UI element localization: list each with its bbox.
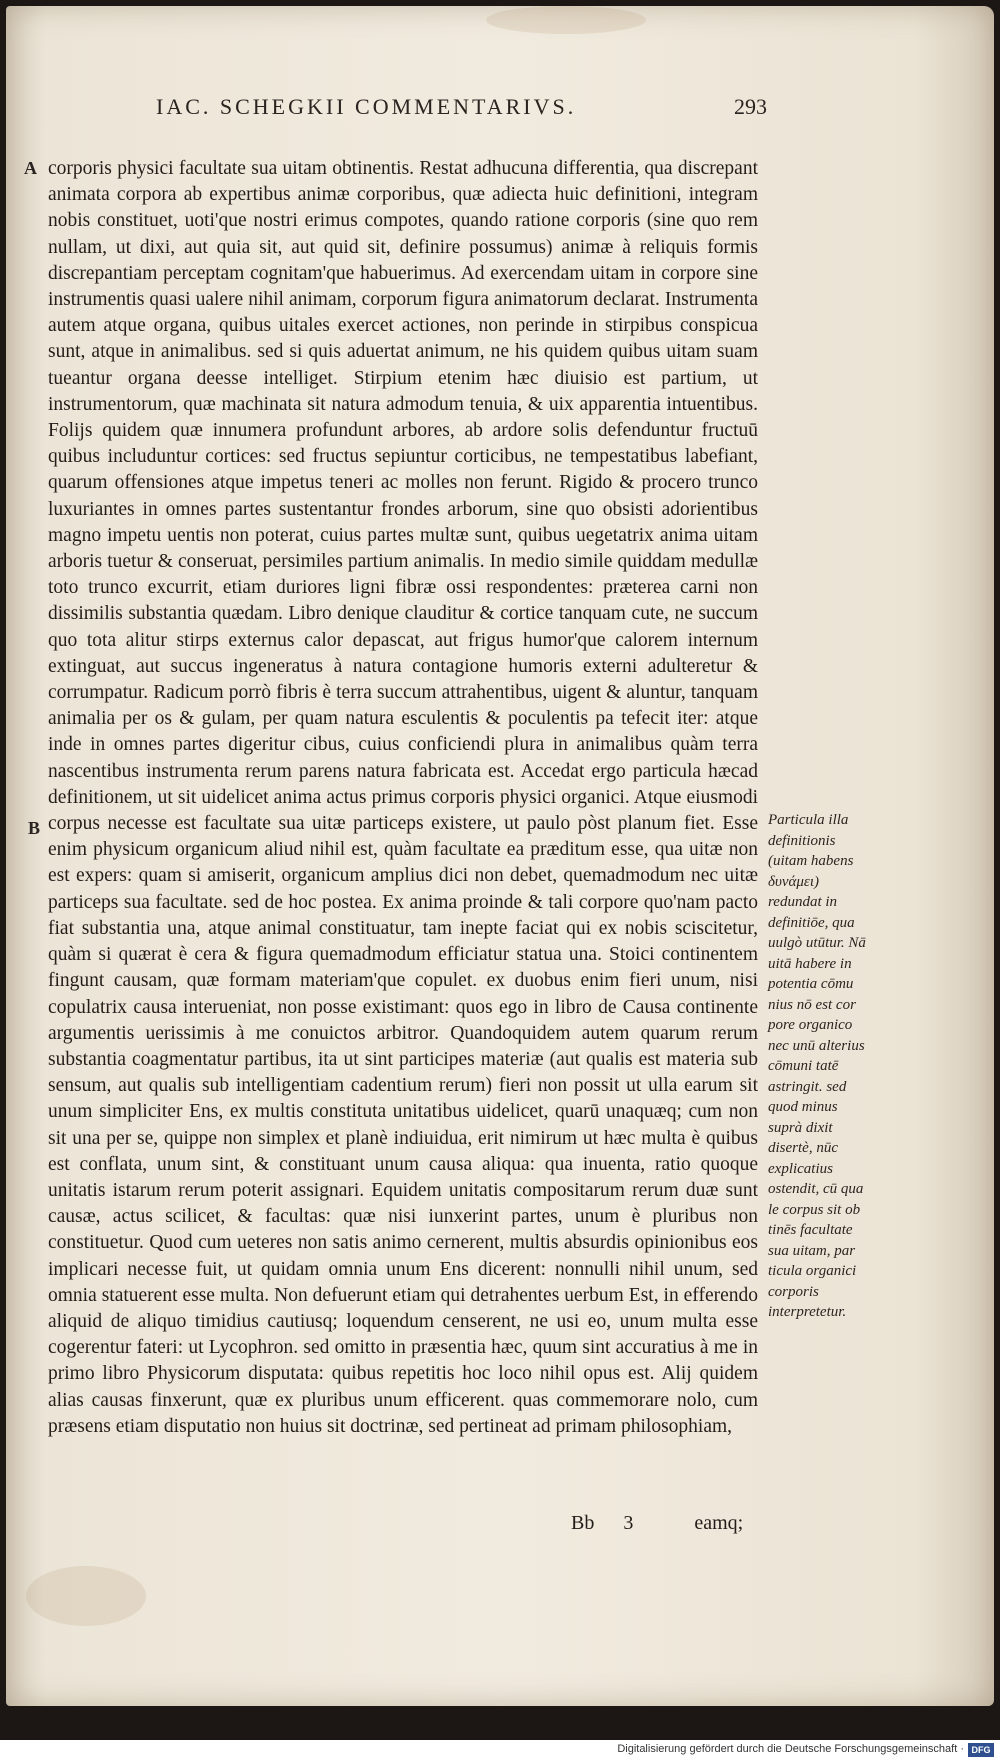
margin-marker-b: B — [28, 818, 41, 838]
signature-mark: Bb — [571, 1512, 595, 1534]
page-number: 293 — [734, 94, 767, 119]
page-footer-line — [571, 1512, 771, 1535]
book-page — [6, 6, 994, 1706]
funding-notice: Digitalisierung gefördert durch die Deutsche Forschungsgemeinschaft · — [617, 1743, 964, 1755]
paper-stain — [26, 1566, 146, 1626]
body-paragraph: corporis physici facultate sua uitam obtinentis. Restat adhucuna differentia, qua discrepant animata corpora ab expertibus animæ corporibus, quæ adiecta huic definitioni, integram nobis constituet, uoti'que nostri erimus compotes, quando ratione corporis (sine quo rem nullam, ut dixi, aut quia sit, aut quid sit, definire possumus) animæ à reliquis formis discrepantiam perceptam cognitam'que habuerimus. Ad exercendam uitam in corpore sine instrumentis quasi ualere nihil animam, corporum figura animatorum declarat. Instrumenta autem atque organa, quibus uitales exercet actiones, non perinde in stirpibus conspicua sunt, atque in animalibus. sed si quis aduertat animum, ne his quidem quibus uitam suam tueantur organa deesse intelliget. Stirpium etenim hæc diuisio est partium, ut instrumentorum, quæ machinata sit natura admodum tenuia, & uix apparentia intuentibus. Folijs quidem quæ innumera profundunt arbores, ab ardore solis defenduntur fructuū quibus includuntur cortices: sed fructus sepiuntur corticibus, ne tempestatibus labefiant, quarum offensiones atque impetus teneri ac molles non ferunt. Rigido & procero trunco luxuriantes in omnes partes sustentantur frondes arborum, sine quo obsisti adorientibus magno impetu uentis non poterat, cuius partes multæ sunt, quibus uegetatrix anima uitam arboris tuetur & conseruat, persimiles partium animalis. In medio simile quiddam medullæ toto trunco excurrit, etiam duriores ligni fibræ ossi respondentes: præterea carni non dissimilis substantia quædam. Libro denique clauditur & cortice tanquam cute, ne succum quo tota alitur stirps externus calor depascat, aut frigus humor'que calorem internum extinguat, aut succus ingeneratus à natura contagione humoris externi adulteretur & corrumpatur. Radicum porrò fibris è terra succum attrahentibus, uigent & aluntur, tanquam animalia per os & gulam, per quam natura esculentis & poculentis pa tefecit iter: atque inde in omnes partes digeritur cibus, cuius conficiendi plura in animalibus quàm terra nascentibus instrumenta rerum parens natura fabricata est. Accedat ergo particula hæcad definitionem, ut sit uidelicet anima actus primus corporis physici organici. Atque eiusmodi corpus necesse est facultate sua uitæ particeps existere, ut paulo pòst planum fiet. Esse enim physicum organicum aliud nihil est, quàm facultate ea præditum esse, qua uitæ non est expers: quam si amiserit, organicum amplius dici non debet, quemadmodum nec uitæ particeps sua facultate. sed de hoc postea. Ex anima proinde & tali corpore quo'nam pacto fiat substantia una, atque animal constituatur, tam inepte faciat qui ex nobis sciscitetur, quàm si quærat è cera & figura quemadmodum efficiatur statua una. Stoici continentem fingunt causam, quæ formam materiam'que copulet. ex duobus enim fieri unum, nisi copulatrix causa interueniat, non posse existimant: quos ego in libro de Causa continente argumentis uerissimis à me conuictos arbitror. Quandoquidem autem quarum rerum substantia coagmentatur partibus, ita ut sint participes materiæ (aut qualis est materia sub sensum, aut qualis sub intelligentiam cadentium rerum) fieri non possit ut ulla earum sit unum simpliciter Ens, ex multis constituta unitatibus uidelicet, quarū unaquæq; cum non sit una per se, quippe non simplex et planè indiuidua, erit nimirum ut hæc multa è quibus est conflata, unum sint, & constituant unum causa aliqua: qua inuenta, ratio quoque unitatis istarum rerum poterit assignari. Equidem unitatis compositarum rerum duæ sunt causæ, actus scilicet, & facultas: quæ nisi iunxerint partes, unum è pluribus non constituetur. Quod cum ueteres non satis animo cernerent, multis absurdis opinionibus eos implicari necesse fuit, ut quidam omnia unum Ens dicerent: nonnulli nihil unum, sed omnia statuerent esse multa. Non defuerunt etiam qui detrahentes uerbum Est, in efferendo aliquid de aliquo timidius cautiusq; loquendum censerent, ne usi eo, unum multa esse cogerentur fateri: ut Lycophron. sed omitto in præsentia hæc, quum sint accuratius à me in primo libro Physicorum disputata: quibus repetitis hoc loco nihil opus est. Alij quidem alias causas finxerunt, quæ ex pluribus unum efficerent. quas commemorare nolo, cum præsens etiam disputatio non huius sit doctrinæ, sed pertineat ad primam philosophiam, — [48, 158, 758, 1437]
dfg-logo-icon: DFG — [968, 1743, 994, 1757]
catchword: eamq; — [694, 1512, 744, 1534]
marginal-note: Particula illa definitionis (uitam habens δυνάμει) redundat in definitiōe, qua uulgò utūtur. Nā uitā habere in potentia cōmu nius nō est cor pore organico nec unū alterius cōmuni tatē astringit. sed quod minus suprà dixit disertè, nūc explicatius ostendit, cū qua le corpus sit ob tinēs facultate sua uitam, par ticula organici corporis interpretetur. — [768, 812, 866, 1320]
margin-marker-a: A — [24, 158, 37, 178]
signature-number: 3 — [623, 1512, 634, 1534]
digitization-footer — [0, 1740, 1000, 1761]
main-text-block — [48, 156, 758, 1440]
paper-stain — [486, 6, 646, 34]
running-head: IAC. SCHEGKII COMMENTARIVS. — [156, 94, 577, 119]
